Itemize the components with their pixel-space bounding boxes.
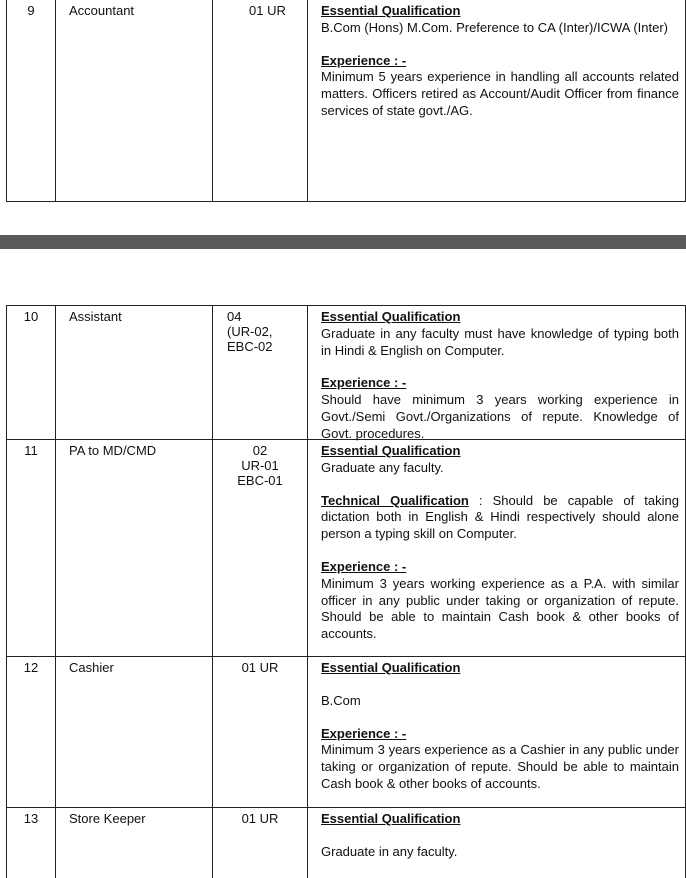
technical-heading: Technical Qualification — [321, 492, 469, 508]
experience-text: Should have minimum 3 years working experience in Govt./Semi Govt./Organizations of repute. Knowledge of Govt. procedures. — [321, 392, 679, 441]
essential-text: Graduate any faculty. — [321, 459, 444, 475]
qualification-cell — [307, 657, 685, 807]
serial-number: 13 — [23, 811, 39, 826]
essential-heading: Essential Qualification — [321, 811, 461, 826]
table-row — [7, 305, 685, 440]
vacancy-line: 02 — [252, 443, 268, 458]
vacancy-line: EBC-01 — [237, 473, 283, 488]
technical-text: : Should be capable of taking dictation both in English & Hindi respectively should alone person a typing skill on Computer. — [321, 492, 679, 542]
page-break-band — [0, 235, 686, 249]
vacancy-line: (UR-02, — [227, 324, 273, 339]
vacancy-line: 01 UR — [249, 3, 286, 18]
vacancy-cell — [212, 657, 307, 807]
essential-text: Graduate in any faculty. — [321, 843, 458, 859]
vacancy-line: 01 UR — [241, 660, 279, 675]
experience-text: Minimum 3 years experience as a Cashier in any public under taking or organization of repute. Should be able to maintain Cash book & other books of accounts. — [321, 742, 679, 791]
essential-text: Graduate in any faculty must have knowledge of typing both in Hindi & English on Computer. — [321, 325, 679, 358]
qualification-cell — [307, 306, 685, 439]
vacancy-cell — [212, 0, 307, 201]
essential-heading: Essential Qualification — [321, 660, 461, 675]
post-name: PA to MD/CMD — [55, 440, 212, 656]
essential-text: B.Com (Hons) M.Com. Preference to CA (Inter)/ICWA (Inter) — [321, 19, 668, 35]
serial-number: 9 — [27, 3, 35, 18]
serial-number: 12 — [23, 660, 39, 675]
table-part-2 — [6, 305, 686, 878]
experience-text: Minimum 5 years experience in handling all accounts related matters. Officers retired as Account/Audit Officer from finance services of state govt./AG. — [321, 69, 679, 118]
essential-text: B.Com — [321, 692, 361, 708]
serial-number: 10 — [23, 309, 39, 324]
serial-number: 11 — [24, 443, 38, 458]
post-name: Accountant — [55, 0, 212, 201]
vacancy-line: EBC-02 — [227, 339, 273, 354]
table-row — [7, 440, 685, 657]
experience-heading: Experience : - — [321, 52, 407, 68]
qualification-cell — [307, 440, 685, 656]
vacancy-line: 01 UR — [241, 811, 279, 826]
table-row — [7, 657, 685, 808]
essential-heading: Essential Qualification — [321, 309, 461, 324]
table-part-1 — [6, 0, 686, 202]
experience-heading: Experience : - — [321, 725, 407, 741]
experience-heading: Experience : - — [321, 558, 407, 574]
post-name: Cashier — [55, 657, 212, 807]
vacancy-line: 04 — [227, 309, 242, 324]
essential-heading: Essential Qualification — [321, 443, 461, 458]
post-name: Assistant — [55, 306, 212, 439]
vacancy-cell — [212, 306, 307, 439]
table-row — [7, 0, 685, 202]
vacancy-cell — [212, 440, 307, 656]
post-name: Store Keeper — [55, 808, 212, 878]
qualification-cell — [307, 0, 685, 201]
essential-heading: Essential Qualification — [321, 3, 461, 18]
vacancy-line: UR-01 — [241, 458, 279, 473]
experience-heading: Experience : - — [321, 375, 407, 391]
experience-text: Minimum 3 years working experience as a P.A. with similar officer in any public under taking or organization of repute. Should be able to maintain Cash book & other books of accounts. — [321, 575, 679, 642]
